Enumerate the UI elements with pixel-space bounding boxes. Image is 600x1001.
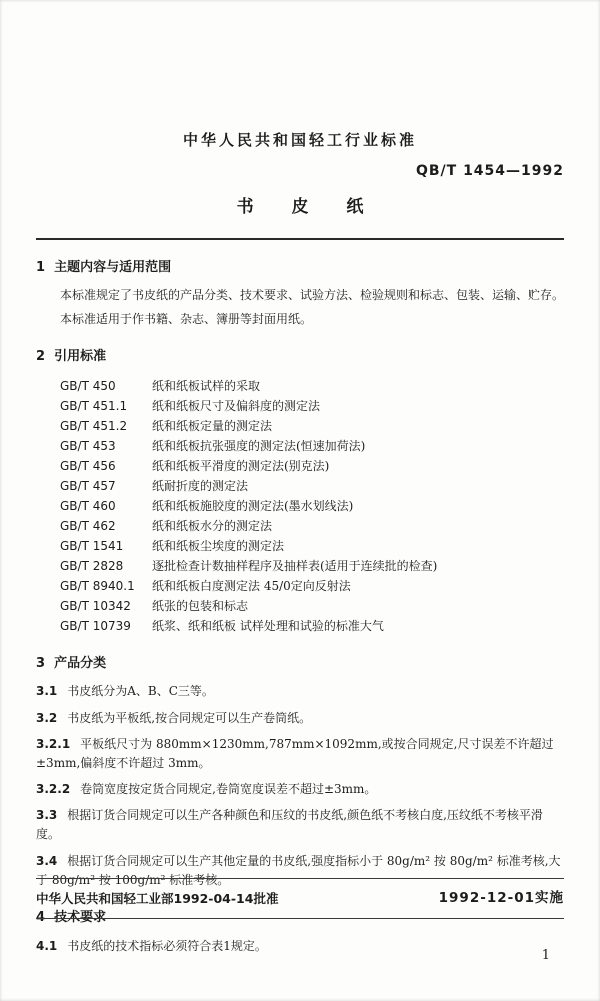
reference-row bbox=[36, 476, 564, 496]
reference-row bbox=[36, 416, 564, 436]
clause-4-1 bbox=[36, 937, 564, 956]
page-footer bbox=[36, 878, 564, 919]
clause-text: 书皮纸分为A、B、C三等。 bbox=[67, 684, 214, 699]
reference-desc: 纸和纸板定量的测定法 bbox=[152, 418, 273, 433]
reference-desc: 纸和纸板水分的测定法 bbox=[152, 518, 273, 533]
reference-desc: 纸和纸板抗张强度的测定法(恒速加荷法) bbox=[152, 438, 366, 453]
reference-desc: 纸和纸板试样的采取 bbox=[152, 378, 261, 393]
clause-number: 3.2 bbox=[36, 710, 58, 725]
clause-number: 3.2.2 bbox=[36, 782, 71, 797]
reference-code: GB/T 460 bbox=[60, 498, 116, 513]
reference-desc: 纸浆、纸和纸板 试样处理和试验的标准大气 bbox=[152, 618, 384, 633]
section-3 bbox=[36, 654, 564, 890]
footer-divider-bottom bbox=[36, 918, 564, 919]
reference-code: GB/T 456 bbox=[60, 458, 116, 473]
section-4-heading: 4 技术要求 bbox=[36, 910, 107, 926]
reference-code: GB/T 2828 bbox=[60, 558, 124, 573]
reference-code: GB/T 10739 bbox=[60, 618, 131, 633]
reference-desc: 纸耐折度的测定法 bbox=[152, 478, 249, 493]
reference-desc: 纸和纸板尺寸及偏斜度的测定法 bbox=[152, 398, 321, 413]
standard-org-line: 中华人民共和国轻工行业标准 bbox=[182, 131, 417, 149]
section-1-heading: 1 主题内容与适用范围 bbox=[36, 259, 172, 275]
reference-code: GB/T 451.1 bbox=[60, 398, 128, 413]
clause-number: 3.3 bbox=[36, 808, 58, 823]
reference-row bbox=[36, 496, 564, 516]
section-2-heading: 2 引用标准 bbox=[36, 348, 107, 364]
clause-text: 根据订货合同规定可以生产其他定量的书皮纸,强度指标小于 80g/m² 按 80g/m² 标准考核,大于 80g/m² 按 100g/m² 标准考核。 bbox=[36, 853, 561, 887]
clause-3-3 bbox=[36, 806, 564, 844]
reference-desc: 纸张的包装和标志 bbox=[152, 598, 249, 613]
reference-row bbox=[36, 376, 564, 396]
footer-row bbox=[36, 879, 564, 918]
clause-number: 3.2.1 bbox=[36, 736, 71, 751]
reference-code: GB/T 462 bbox=[60, 518, 116, 533]
reference-desc: 纸和纸板施胶度的测定法(墨水划线法) bbox=[152, 498, 354, 513]
page-number: 1 bbox=[541, 948, 550, 963]
clause-text: 卷筒宽度按定货合同规定,卷筒宽度误差不超过±3mm。 bbox=[80, 782, 377, 797]
section-1 bbox=[36, 258, 564, 329]
document-title: 书 皮 纸 bbox=[236, 197, 380, 218]
reference-code: GB/T 451.2 bbox=[60, 418, 128, 433]
clause-text: 书皮纸的技术指标必须符合表1规定。 bbox=[67, 938, 267, 953]
reference-row bbox=[36, 456, 564, 476]
reference-code: GB/T 453 bbox=[60, 438, 116, 453]
reference-list bbox=[36, 376, 564, 636]
reference-code: GB/T 10342 bbox=[60, 598, 131, 613]
reference-row bbox=[36, 436, 564, 456]
reference-desc: 纸和纸板平滑度的测定法(别克法) bbox=[152, 458, 330, 473]
reference-desc: 逐批检查计数抽样程序及抽样表(适用于连续批的检查) bbox=[152, 558, 438, 573]
clause-number: 3.4 bbox=[36, 853, 58, 868]
reference-row bbox=[36, 536, 564, 556]
section-2 bbox=[36, 347, 564, 636]
reference-row bbox=[36, 516, 564, 536]
clause-number: 3.1 bbox=[36, 684, 58, 699]
clause-text: 书皮纸为平板纸,按合同规定可以生产卷筒纸。 bbox=[67, 710, 312, 725]
clause-text: 根据订货合同规定可以生产各种颜色和压纹的书皮纸,颜色纸不考核白度,压纹纸不考核平滑度。 bbox=[36, 808, 543, 842]
clause-3-2 bbox=[36, 709, 564, 728]
clause-3-2-2 bbox=[36, 780, 564, 799]
clause-number: 4.1 bbox=[36, 938, 58, 953]
reference-desc: 纸和纸板白度测定法 45/0定向反射法 bbox=[152, 578, 351, 593]
section-3-heading: 3 产品分类 bbox=[36, 655, 107, 671]
clause-3-1 bbox=[36, 682, 564, 701]
footer-implementation: 1992-12-01实施 bbox=[438, 890, 564, 906]
section-1-paragraph-1: 本标准规定了书皮纸的产品分类、技术要求、试验方法、检验规则和标志、包装、运输、贮存。 bbox=[60, 288, 565, 303]
reference-row bbox=[36, 596, 564, 616]
reference-desc: 纸和纸板尘埃度的测定法 bbox=[152, 538, 285, 553]
reference-row bbox=[36, 616, 564, 636]
reference-row bbox=[36, 396, 564, 416]
clause-3-2-1 bbox=[36, 735, 564, 773]
standard-number: QB/T 1454—1992 bbox=[415, 163, 564, 179]
reference-code: GB/T 457 bbox=[60, 478, 116, 493]
reference-code: GB/T 450 bbox=[60, 378, 116, 393]
reference-row bbox=[36, 556, 564, 576]
section-1-paragraph-2: 本标准适用于作书籍、杂志、簿册等封面用纸。 bbox=[60, 311, 313, 326]
title-divider bbox=[36, 238, 564, 240]
footer-approval: 中华人民共和国轻工业部1992-04-14批准 bbox=[36, 890, 279, 906]
reference-row bbox=[36, 576, 564, 596]
clause-text: 平板纸尺寸为 880mm×1230mm,787mm×1092mm,或按合同规定,尺寸误差不许超过±3mm,偏斜度不许超过 3mm。 bbox=[36, 736, 554, 770]
reference-code: GB/T 8940.1 bbox=[60, 578, 135, 593]
reference-code: GB/T 1541 bbox=[60, 538, 124, 553]
